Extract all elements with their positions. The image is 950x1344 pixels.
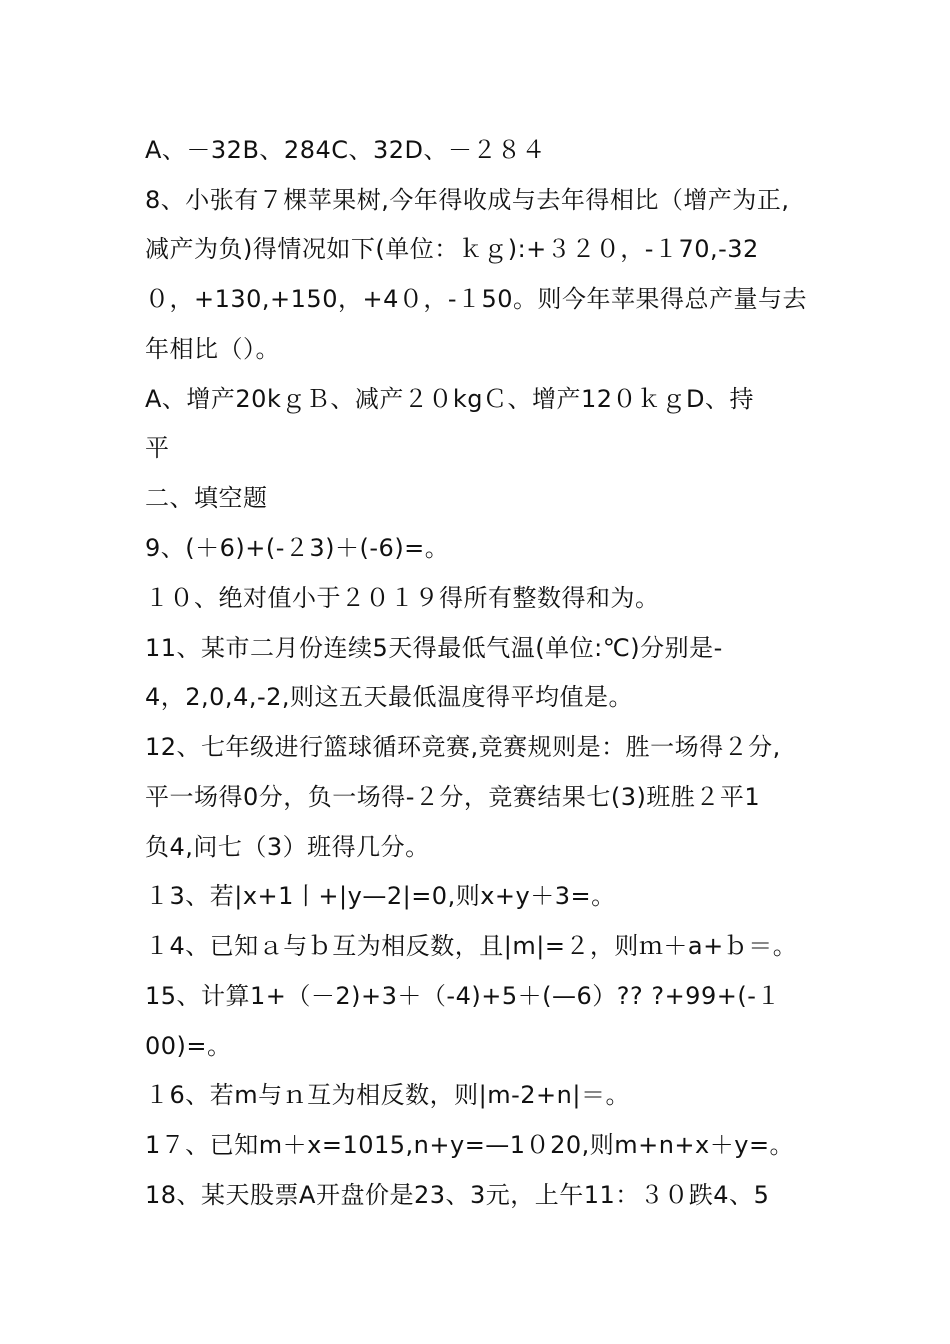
q11-line-2: 4，2,0,4,-2,则这五天最低温度得平均值是。 — [145, 683, 634, 711]
q8-options: A、增产20kｇＢ、减产２０kgＣ、增产12０ｋｇD、持 — [145, 385, 755, 413]
q12-line-3: 负4,问七（3）班得几分。 — [145, 833, 430, 861]
q8-line-3: ０，+130,+150，+4０，-１50。则今年苹果得总产量与去 — [145, 285, 808, 313]
q10: １０、绝对值小于２０１９得所有整数得和为。 — [145, 584, 660, 612]
q7-options: A、－32B、284C、32D、－２８４ — [145, 136, 547, 164]
q13: １3、若|x+1丨+|y—2|=0,则x+y＋3=。 — [145, 882, 616, 910]
q8-line-1: 8、小张有７棵苹果树,今年得收成与去年得相比（增产为正, — [145, 186, 790, 214]
q8-line-4: 年相比（）。 — [145, 335, 280, 363]
q15-line-2: 00)=。 — [145, 1032, 232, 1060]
q16: １6、若m与ｎ互为相反数，则|m-2+n|＝。 — [145, 1081, 630, 1109]
q9: 9、(＋6)+(-２3)＋(-6)=。 — [145, 534, 450, 562]
section-heading: 二、填空题 — [145, 484, 268, 512]
q12-line-1: 12、七年级进行篮球循环竞赛,竞赛规则是：胜一场得２分, — [145, 733, 781, 761]
q14: １4、已知ａ与ｂ互为相反数，且|m|=２，则ｍ＋a+ｂ＝。 — [145, 932, 798, 960]
q15-line-1: 15、计算1+（－2)+3＋（-4)+5＋(—6）?? ?+99+(-１ — [145, 982, 781, 1010]
q18-line-1: 18、某天股票A开盘价是23、3元，上午11：３０跌4、5 — [145, 1181, 770, 1209]
q8-options-cont: 平 — [145, 434, 170, 462]
q11-line-1: 11、某市二月份连续5天得最低气温(单位:℃)分别是- — [145, 634, 723, 662]
q8-line-2: 减产为负)得情况如下(单位：ｋｇ):+３２０，-１70,-32 — [145, 235, 759, 263]
q17: 1７、已知m＋x=1015,n+y=—1０20,则m+n+x＋y=。 — [145, 1131, 795, 1159]
q12-line-2: 平一场得0分，负一场得-２分，竞赛结果七(3)班胜２平1 — [145, 783, 761, 811]
